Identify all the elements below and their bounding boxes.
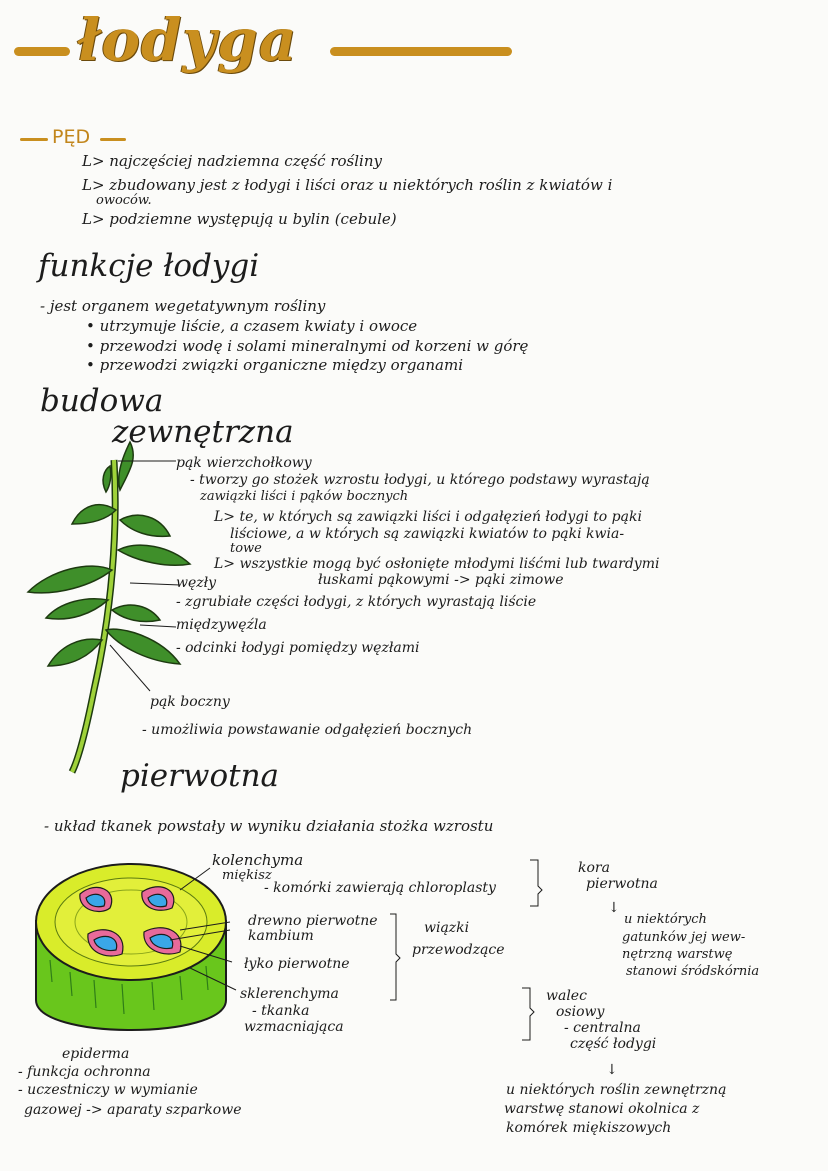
pierwotna-heading: pierwotna bbox=[120, 758, 280, 794]
label-tkanka: - tkanka bbox=[252, 1003, 310, 1019]
ped-line-4: L> podziemne występują u bylin (cebule) bbox=[82, 210, 397, 228]
bullet-dot-icon: • bbox=[86, 317, 100, 335]
pierwotna-intro: - układ tkanek powstały w wyniku działania stożka wzrostu bbox=[44, 817, 494, 835]
label-walec: walec bbox=[546, 988, 587, 1004]
pak-desc-1: - tworzy go stożek wzrostu łodygi, u którego podstawy wyrastają bbox=[190, 472, 650, 488]
pak-desc-3: L> te, w których są zawiązki liści i odgałęzień łodygi to pąki bbox=[214, 509, 642, 525]
arrow-down-icon: ↓ bbox=[608, 900, 620, 916]
pak-desc-2: zawiązki liści i pąków bocznych bbox=[200, 489, 409, 504]
miekisz-desc: - komórki zawierają chloroplasty bbox=[264, 880, 496, 896]
label-kora: kora bbox=[578, 860, 610, 876]
pak-desc-6: L> wszystkie mogą być osłonięte młodymi liśćmi lub twardymi bbox=[214, 556, 660, 572]
arrow-down-icon-2: ↓ bbox=[606, 1062, 618, 1078]
bottom-note-3: komórek miękiszowych bbox=[506, 1120, 672, 1136]
label-wiazki-2: przewodzące bbox=[412, 942, 505, 958]
ped-bar-left bbox=[20, 138, 48, 141]
bullet-dot-icon: • bbox=[86, 356, 100, 374]
epiderma-desc-1: - funkcja ochronna bbox=[18, 1064, 151, 1080]
label-drewno: drewno pierwotne bbox=[248, 913, 378, 929]
pak-boczny-desc: - umożliwia powstawanie odgałęzień bocznych bbox=[142, 722, 473, 738]
label-wzmacniajaca: wzmacniająca bbox=[244, 1019, 344, 1035]
label-miekisz: miękisz bbox=[222, 868, 272, 883]
funkcje-bullet-3: • przewodzi związki organiczne między organami bbox=[86, 356, 463, 374]
kora-note-2: gatunków jej wew- bbox=[622, 930, 746, 945]
bottom-note-1: u niektórych roślin zewnętrzną bbox=[506, 1082, 727, 1098]
label-kora-2: pierwotna bbox=[586, 876, 658, 892]
kora-note-3: nętrzną warstwę bbox=[622, 947, 733, 962]
ped-line-1: L> najczęściej nadziemna część rośliny bbox=[82, 152, 382, 170]
title-underline-left bbox=[14, 47, 70, 56]
ped-line-3: owoców. bbox=[96, 193, 152, 208]
epiderma-desc-2: - uczestniczy w wymianie bbox=[18, 1082, 198, 1098]
label-epiderma: epiderma bbox=[62, 1046, 130, 1062]
title-underline-right bbox=[330, 47, 512, 56]
label-wiazki: wiązki bbox=[424, 920, 470, 936]
budowa-heading: budowa bbox=[40, 383, 164, 419]
ped-line-2: L> zbudowany jest z łodygi i liści oraz u niektórych roślin z kwiatów i bbox=[82, 176, 613, 194]
ped-bar-right bbox=[100, 138, 126, 141]
funkcje-heading: funkcje łodygi bbox=[38, 248, 260, 284]
funkcje-bullet-1: • utrzymuje liście, a czasem kwiaty i owoce bbox=[86, 317, 418, 335]
label-sklerenchyma: sklerenchyma bbox=[240, 986, 339, 1002]
label-kolenchyma: kolenchyma bbox=[212, 851, 304, 869]
label-osiowy: osiowy bbox=[556, 1004, 605, 1020]
page-title: łodyga bbox=[78, 6, 298, 74]
ped-heading: PĘD bbox=[52, 126, 91, 148]
label-pak-wierzcholkowy: pąk wierzchołkowy bbox=[176, 455, 312, 471]
label-wezly: węzły bbox=[176, 575, 217, 591]
wezly-desc: - zgrubiałe części łodygi, z których wyrastają liście bbox=[176, 594, 537, 610]
bullet-dot-icon: • bbox=[86, 337, 100, 355]
kora-note-1: u niektórych bbox=[624, 912, 707, 927]
funkcje-intro: - jest organem wegetatywnym rośliny bbox=[40, 297, 326, 315]
funkcje-bullet-2: • przewodzi wodę i solami mineralnymi od korzeni w górę bbox=[86, 337, 529, 355]
walec-desc-2: część łodygi bbox=[570, 1036, 657, 1052]
pak-desc-7: łuskami pąkowymi -> pąki zimowe bbox=[318, 572, 564, 588]
pak-desc-5: towe bbox=[230, 541, 262, 556]
pak-desc-4: liściowe, a w których są zawiązki kwiatów to pąki kwia- bbox=[230, 526, 625, 542]
label-miedzywezla: międzywęźla bbox=[176, 617, 267, 633]
kora-note-4: stanowi śródskórnia bbox=[626, 964, 760, 979]
label-kambium: kambium bbox=[248, 928, 314, 944]
miedzywezla-desc: - odcinki łodygi pomiędzy węzłami bbox=[176, 640, 420, 656]
label-lyko: łyko pierwotne bbox=[244, 956, 350, 972]
label-pak-boczny: pąk boczny bbox=[150, 694, 230, 710]
zewnetrzna-heading: zewnętrzna bbox=[112, 414, 294, 450]
epiderma-desc-3: gazowej -> aparaty szparkowe bbox=[24, 1102, 242, 1118]
walec-desc-1: - centralna bbox=[564, 1020, 641, 1036]
bottom-note-2: warstwę stanowi okolnica z bbox=[504, 1101, 700, 1117]
